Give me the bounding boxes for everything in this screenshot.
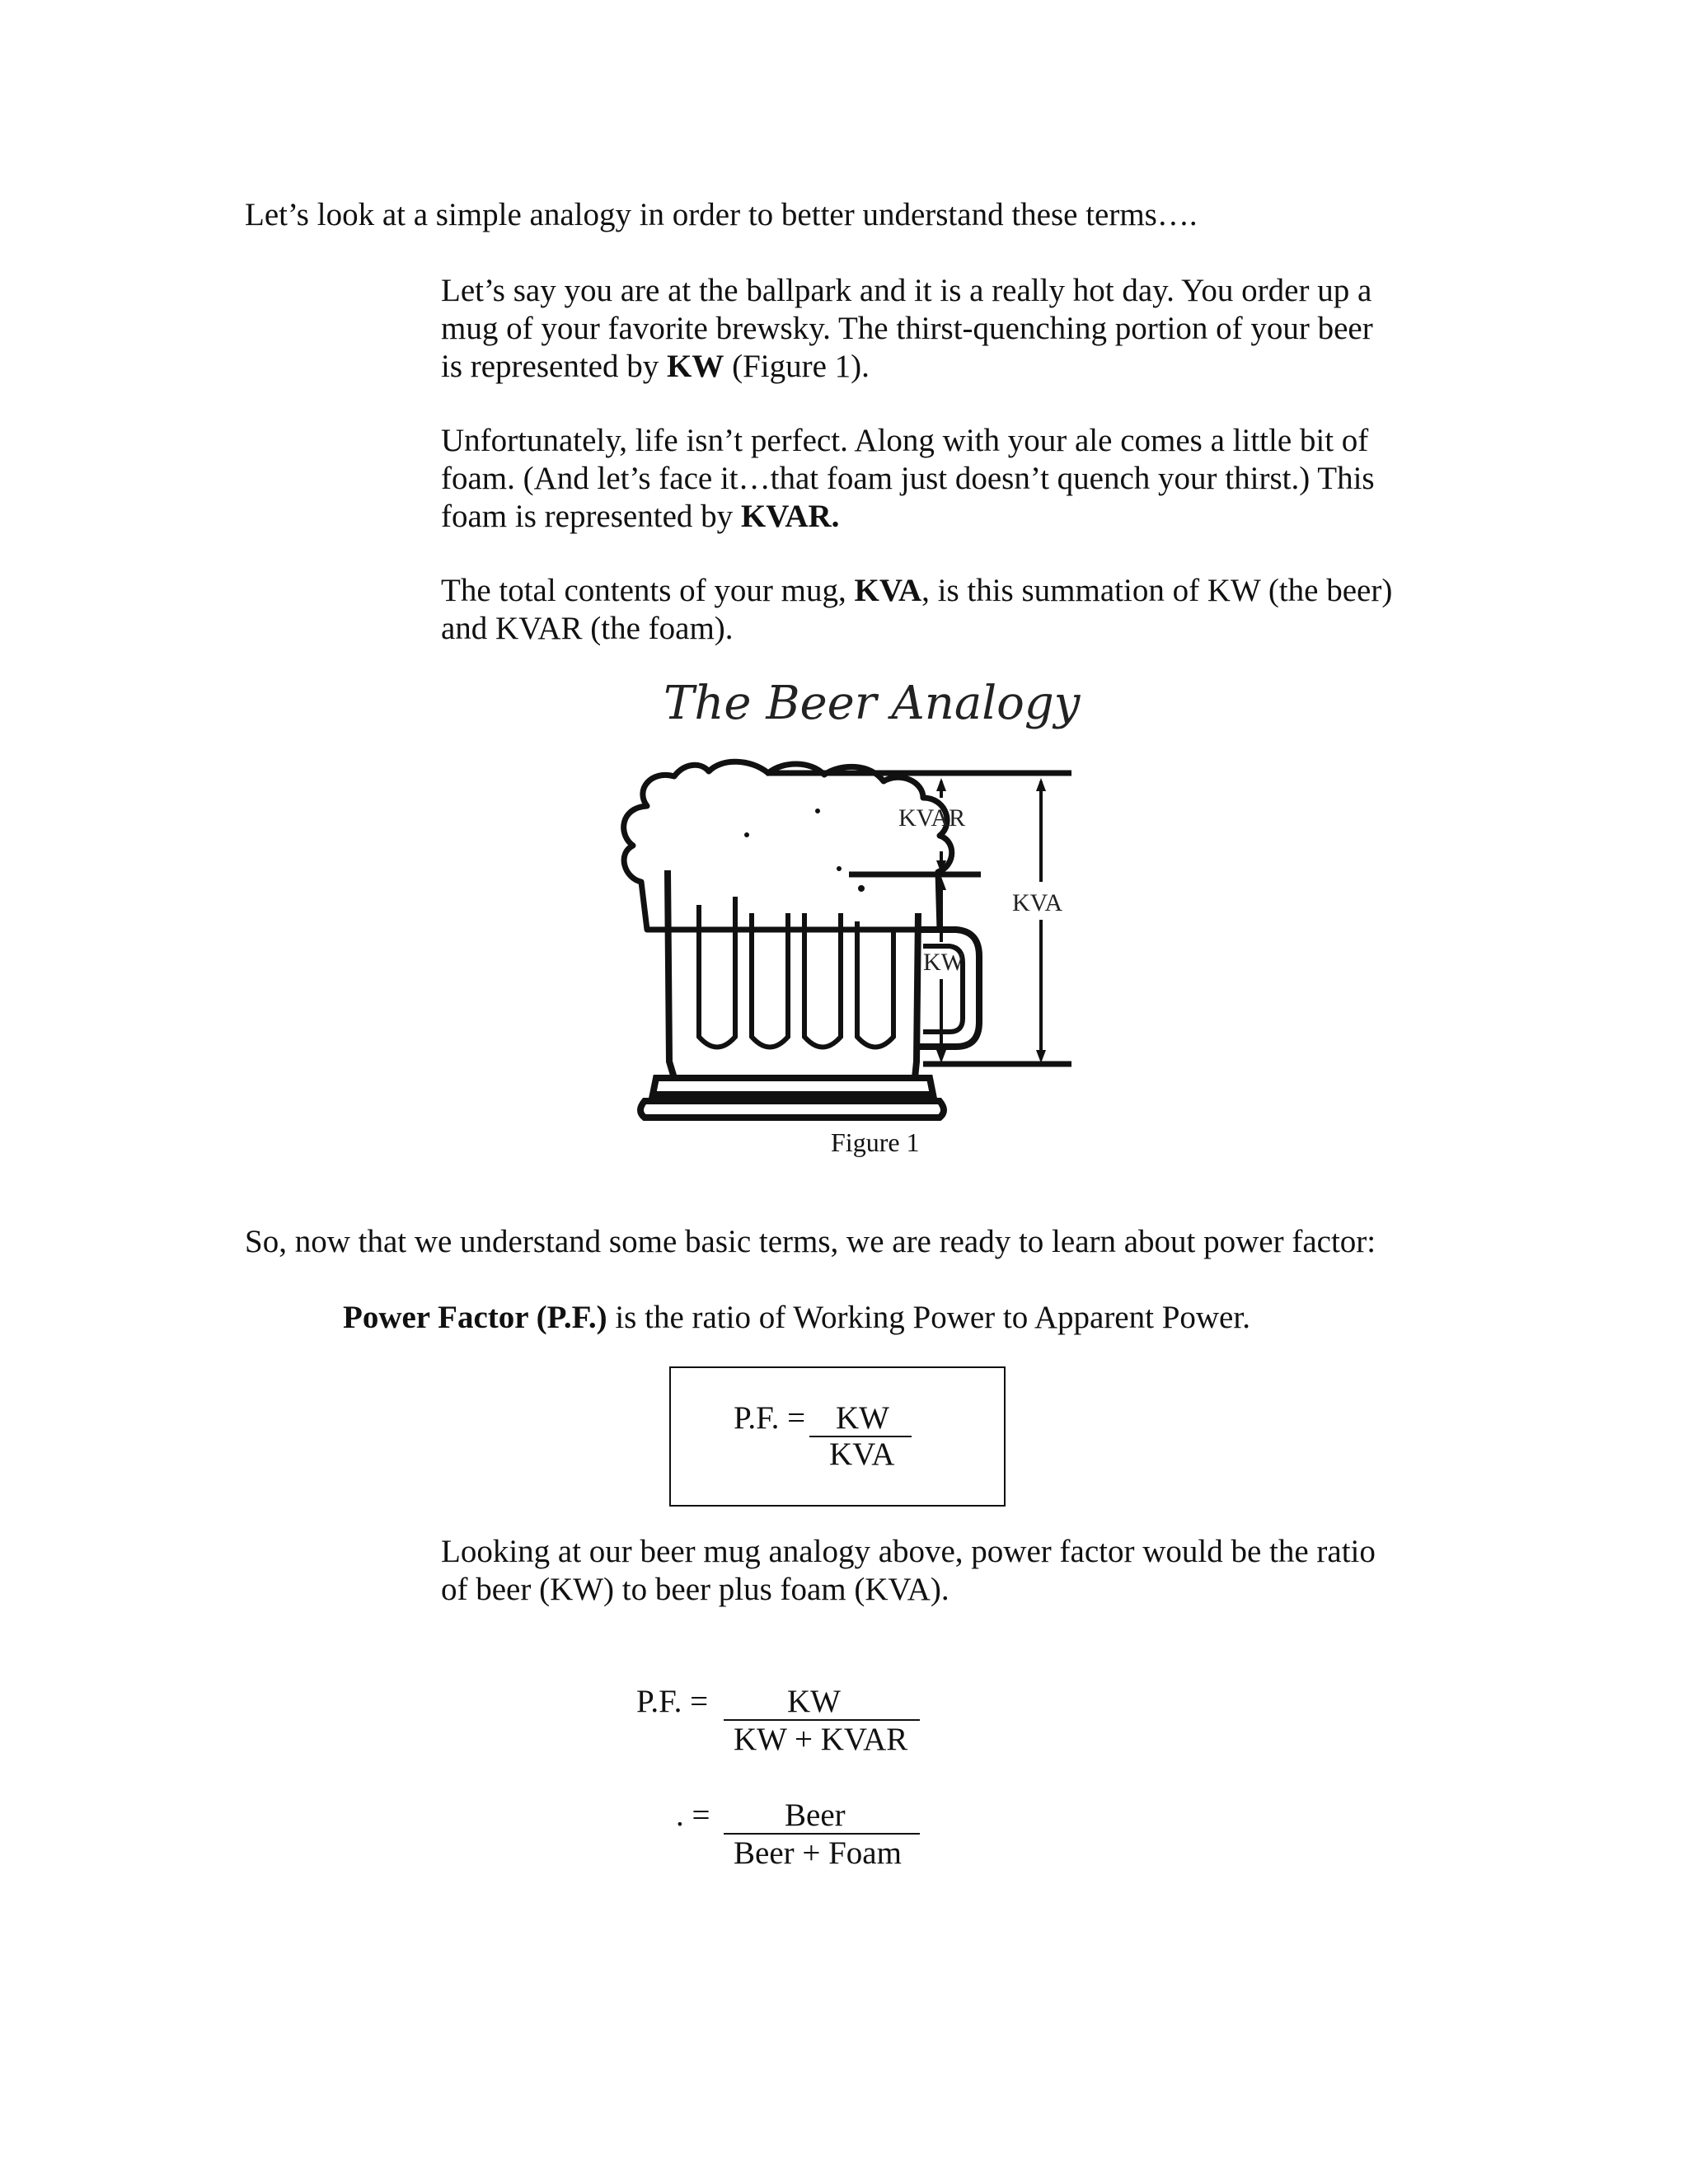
power-factor-term: Power Factor (P.F.) (343, 1300, 607, 1335)
kvar-term: KVAR. (740, 499, 840, 534)
formula3-numerator: Beer (785, 1797, 846, 1833)
kvar-arrowhead-up (936, 778, 946, 791)
mug-flute (804, 913, 841, 1047)
formula-denominator: KVA (829, 1436, 895, 1472)
mug-base (653, 1078, 933, 1094)
paragraph-line: is represented by KW (Figure 1). (441, 349, 870, 384)
paragraph-line: foam. (And let’s face it…that foam just doesn’t quench your thirst.) This (441, 461, 1375, 496)
paragraph-kvar (441, 422, 1430, 536)
foam-speck (837, 866, 842, 871)
beer-mug-diagram (577, 666, 1121, 1136)
kw-term: KW (667, 349, 724, 384)
kvar-label: KVAR (898, 804, 966, 832)
paragraph-line: of beer (KW) to beer plus foam (KVA). (441, 1572, 950, 1607)
foam-shape (624, 762, 952, 930)
kva-term: KVA (854, 573, 922, 608)
formula-numerator: KW (836, 1400, 889, 1436)
foam-speck (744, 832, 749, 837)
paragraph-line: and KVAR (the foam). (441, 611, 734, 646)
power-factor-definition: Power Factor (P.F.) is the ratio of Working Power to Apparent Power. (343, 1300, 1250, 1335)
kw-label: KW (923, 949, 964, 976)
paragraph-analogy (441, 1533, 1430, 1609)
paragraph-line: mug of your favorite brewsky. The thirst-quenching portion of your beer (441, 311, 1373, 346)
mug-flute (752, 913, 788, 1047)
paragraph-kva (441, 572, 1430, 648)
formula2-lhs: P.F. = (636, 1684, 709, 1719)
paragraph-line: Unfortunately, life isn’t perfect. Along with your ale comes a little bit of (441, 423, 1369, 458)
formula-box (669, 1366, 1006, 1507)
paragraph-line: Let’s say you are at the ballpark and it is a really hot day. You order up a (441, 273, 1372, 308)
paragraph-kw (441, 272, 1430, 386)
paragraph-line: Looking at our beer mug analogy above, power factor would be the ratio (441, 1534, 1376, 1569)
formula2-denominator: KW + KVAR (734, 1722, 908, 1757)
paragraph-line: foam is represented by KVAR. (441, 499, 840, 534)
foam-speck (815, 808, 820, 813)
formula3-lhs: . = (676, 1797, 710, 1833)
figure-caption: Figure 1 (831, 1127, 920, 1157)
kva-label: KVA (1012, 889, 1063, 916)
formula3-denominator: Beer + Foam (734, 1835, 902, 1871)
mug-base-bottom (640, 1101, 944, 1118)
paragraph-line: The total contents of your mug, KVA, is this summation of KW (the beer) (441, 573, 1393, 608)
mug-flute (857, 921, 893, 1047)
foam-speck (858, 885, 865, 892)
intro-text: Let’s look at a simple analogy in order to better understand these terms…. (245, 197, 1198, 232)
kva-arrowhead-up (1036, 778, 1046, 791)
beer-analogy-figure (577, 666, 1121, 1136)
formula2-numerator: KW (787, 1684, 841, 1719)
figure-title: The Beer Analogy (663, 677, 1081, 730)
formula-lhs: P.F. = (734, 1400, 806, 1436)
transition-text: So, now that we understand some basic terms, we are ready to learn about power factor: (245, 1224, 1376, 1259)
